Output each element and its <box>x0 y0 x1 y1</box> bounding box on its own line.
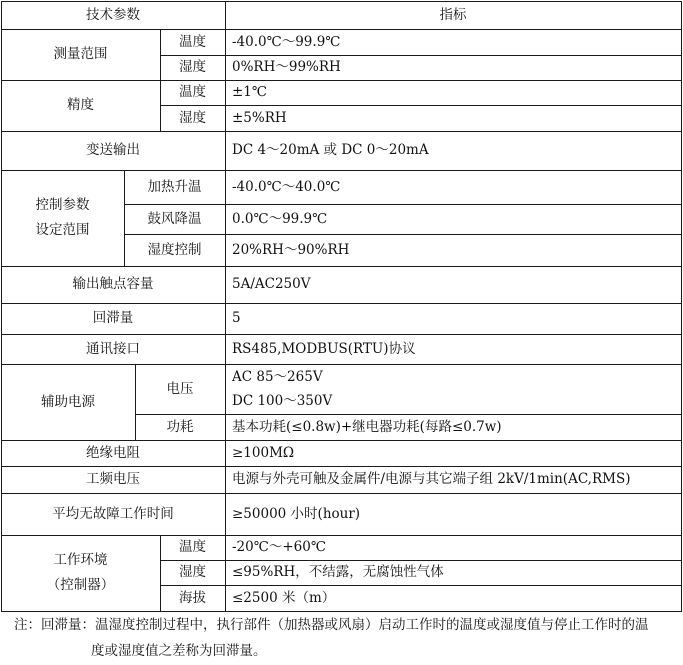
measure-temp-label: 温度 <box>179 33 206 50</box>
precision-label: 精度 <box>67 97 94 114</box>
environment-hum-value: ≤95%RH，不结露，无腐蚀性气体 <box>232 564 444 581</box>
footnote-line2: 度或湿度值之差称为回滞量。 <box>91 643 267 659</box>
precision-hum-value: ±5%RH <box>232 109 287 126</box>
power-volt-label: 电压 <box>166 380 194 397</box>
precision-temp-value: ±1℃ <box>232 84 268 101</box>
contact-label: 输出触点容量 <box>72 276 154 293</box>
precision-temp-label: 温度 <box>179 84 206 101</box>
mtbf-value: ≥50000 小时(hour) <box>232 505 361 522</box>
control-range-label <box>1 170 124 266</box>
footnote-line1: 注：回滞量：温湿度控制过程中，执行部件（加热器或风扇）启动工作时的温度或湿度值与停止工作时的温 <box>14 617 649 633</box>
control-label-line1: 控制参数 <box>35 197 90 213</box>
environment-hum-label: 湿度 <box>179 564 206 581</box>
power-cons-value: 基本功耗(≤0.8w)+继电器功耗(每路≤0.7w) <box>232 418 502 435</box>
withstand-label: 工频电压 <box>86 471 140 488</box>
header-spec: 指标 <box>439 6 467 23</box>
power-volt-value <box>225 364 681 414</box>
environment-temp-label: 温度 <box>179 539 206 556</box>
comm-value: RS485,MODBUS(RTU)协议 <box>232 340 416 357</box>
measure-hum-label: 湿度 <box>179 59 206 76</box>
control-label-line2: 设定范围 <box>35 222 90 238</box>
control-heat-label: 加热升温 <box>147 178 202 195</box>
control-fan-value: 0.0℃～99.9℃ <box>232 210 328 227</box>
contact-value: 5A/AC250V <box>232 276 311 293</box>
transmit-label: 变送输出 <box>86 142 140 159</box>
measure-range-label: 测量范围 <box>53 46 108 63</box>
precision-hum-label: 湿度 <box>179 109 206 126</box>
transmit-value: DC 4～20mA 或 DC 0～20mA <box>232 142 429 159</box>
power-cons-label: 功耗 <box>166 418 194 435</box>
power-volt-dc: DC 100～350V <box>232 393 333 409</box>
header-param: 技术参数 <box>86 6 140 23</box>
withstand-value: 电源与外壳可触及金属件/电源与其它端子组 2kV/1min(AC,RMS) <box>232 471 631 488</box>
measure-temp-value: -40.0℃～99.9℃ <box>232 33 341 50</box>
comm-label: 通讯接口 <box>86 340 140 357</box>
power-volt-ac: AC 85～265V <box>232 369 323 385</box>
insulation-label: 绝缘电阻 <box>86 444 140 461</box>
power-label: 辅助电源 <box>41 393 95 410</box>
environment-temp-value: -20℃～+60℃ <box>232 539 326 556</box>
hysteresis-value: 5 <box>232 310 241 327</box>
environment-label-line1: 工作环境 <box>53 552 108 568</box>
insulation-value: ≥100MΩ <box>232 444 295 461</box>
mtbf-label: 平均无故障工作时间 <box>52 505 174 522</box>
environment-label <box>1 535 160 611</box>
environment-label-line2: （控制器） <box>46 577 115 593</box>
control-heat-value: -40.0℃～40.0℃ <box>232 178 341 195</box>
control-fan-label: 鼓风降温 <box>147 210 202 227</box>
environment-alt-label: 海拔 <box>179 589 206 606</box>
footnote <box>14 612 679 664</box>
environment-alt-value: ≤2500 米（m） <box>232 589 336 606</box>
control-hum-value: 20%RH～90%RH <box>232 241 350 258</box>
control-hum-label: 湿度控制 <box>147 241 202 258</box>
hysteresis-label: 回滞量 <box>92 310 134 327</box>
measure-hum-value: 0%RH～99%RH <box>232 59 341 76</box>
